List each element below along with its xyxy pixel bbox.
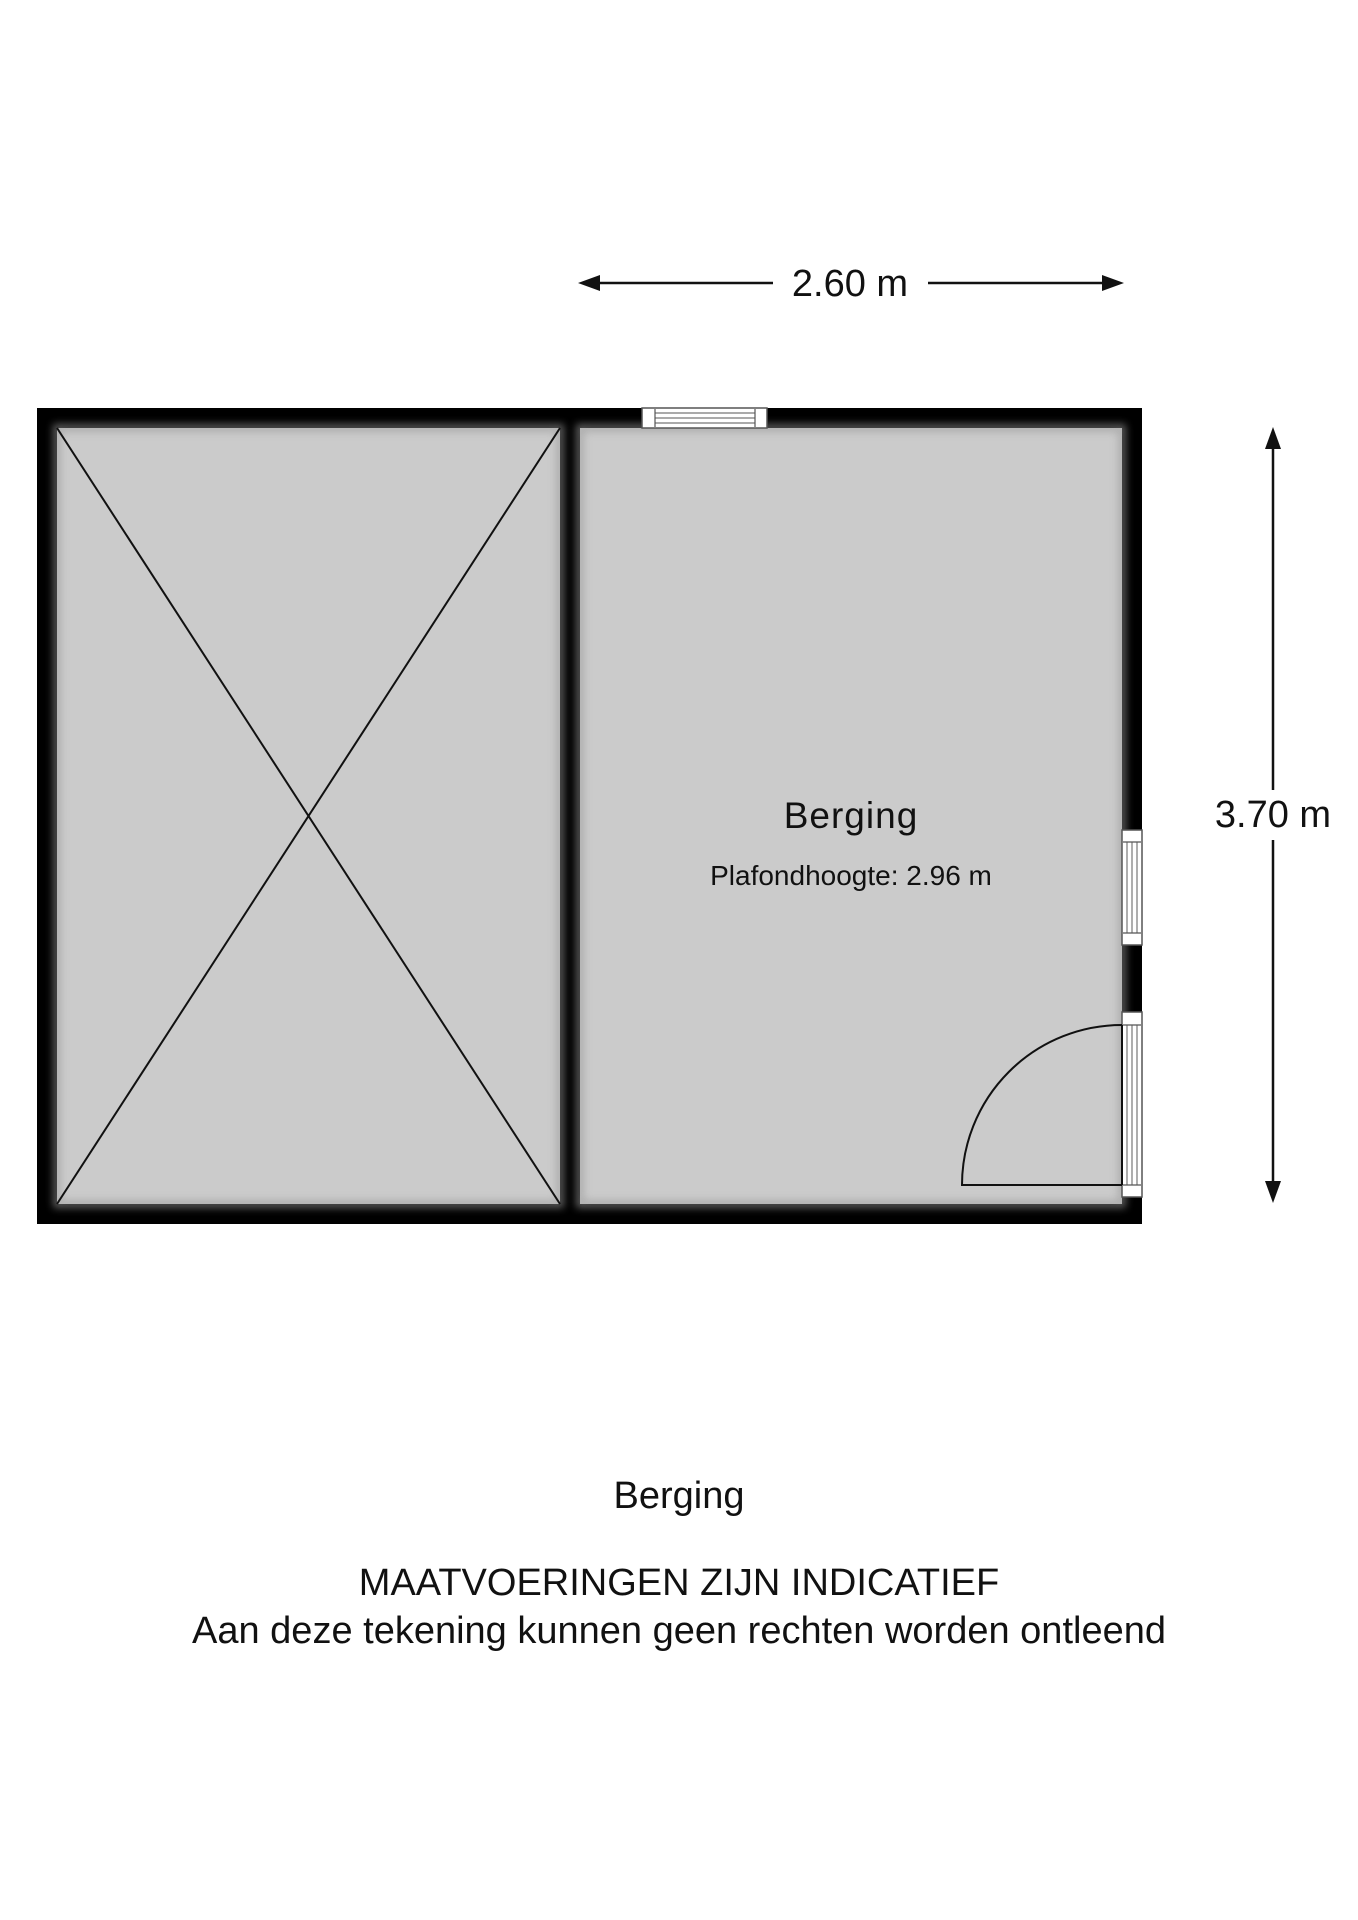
- ceiling-height: Plafondhoogte: 2.96 m: [710, 860, 992, 891]
- top-window: [642, 408, 767, 428]
- arrow-right-icon: [1102, 275, 1124, 291]
- height-label: 3.70 m: [1214, 794, 1332, 836]
- arrow-up-icon: [1265, 427, 1281, 449]
- right-window: [1122, 830, 1142, 945]
- void-area: [57, 428, 560, 1204]
- arrow-left-icon: [578, 275, 600, 291]
- disclaimer-line-1: MAATVOERINGEN ZIJN INDICATIEF: [358, 1562, 1000, 1604]
- width-dimension: [578, 263, 1124, 305]
- width-label: 2.60 m: [791, 263, 909, 305]
- height-dimension: [1215, 427, 1331, 1203]
- disclaimer-line-2: Aan deze tekening kunnen geen rechten worden ontleend: [192, 1610, 1166, 1652]
- room-berging: [580, 428, 1122, 1204]
- room-name: Berging: [783, 795, 919, 836]
- caption-title: Berging: [613, 1475, 745, 1517]
- arrow-down-icon: [1265, 1181, 1281, 1203]
